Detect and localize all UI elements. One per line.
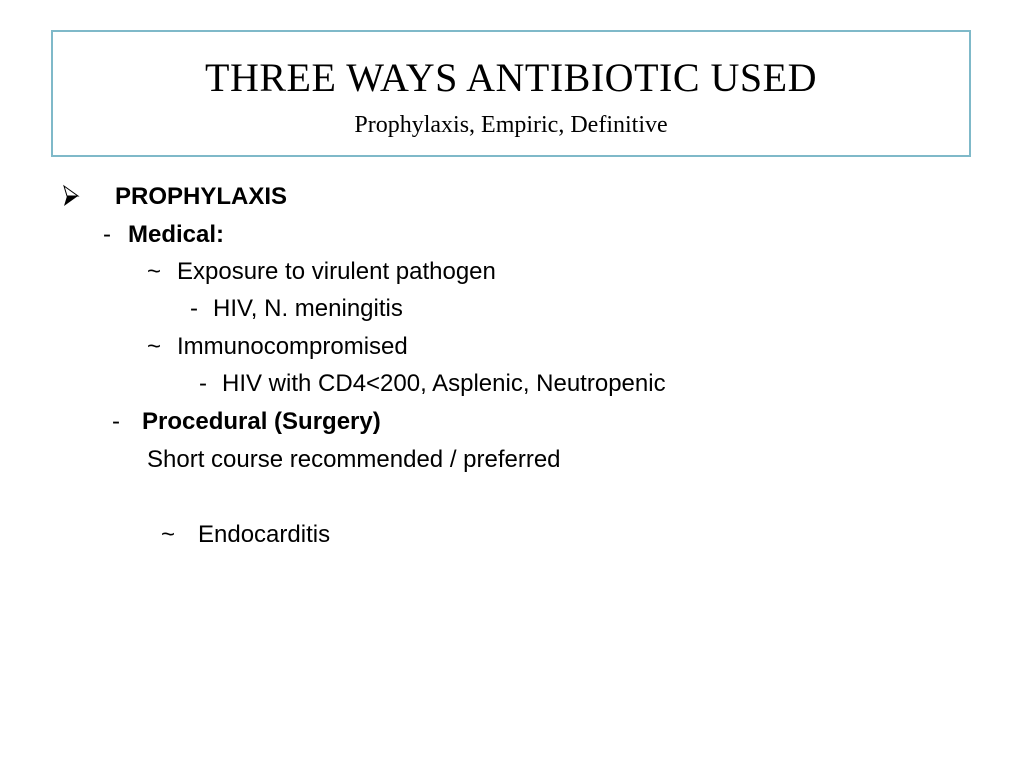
dash-marker: - (199, 370, 207, 397)
exposure-item: Exposure to virulent pathogen (177, 258, 496, 285)
immunocompromised-item: Immunocompromised (177, 333, 408, 360)
tilde-marker: ~ (147, 258, 162, 285)
tilde-marker: ~ (161, 521, 176, 548)
exposure-examples: HIV, N. meningitis (213, 295, 403, 322)
procedural-marker: - (112, 408, 120, 435)
immuno-examples: HIV with CD4<200, Asplenic, Neutropenic (222, 370, 666, 397)
tilde-marker: ~ (147, 333, 162, 360)
endocarditis-item: Endocarditis (198, 521, 331, 548)
dash-marker: - (190, 295, 198, 322)
arrow-bullet-icon (62, 183, 80, 209)
procedural-label: Procedural (Surgery) (142, 408, 381, 435)
section-heading: PROPHYLAXIS (115, 183, 288, 210)
slide-title: THREE WAYS ANTIBIOTIC USED (205, 55, 817, 100)
medical-marker: - (103, 221, 111, 248)
medical-label: Medical: (128, 221, 225, 248)
slide-subtitle: Prophylaxis, Empiric, Definitive (354, 112, 668, 138)
title-box (51, 30, 971, 157)
short-course-note: Short course recommended / preferred (147, 446, 561, 473)
